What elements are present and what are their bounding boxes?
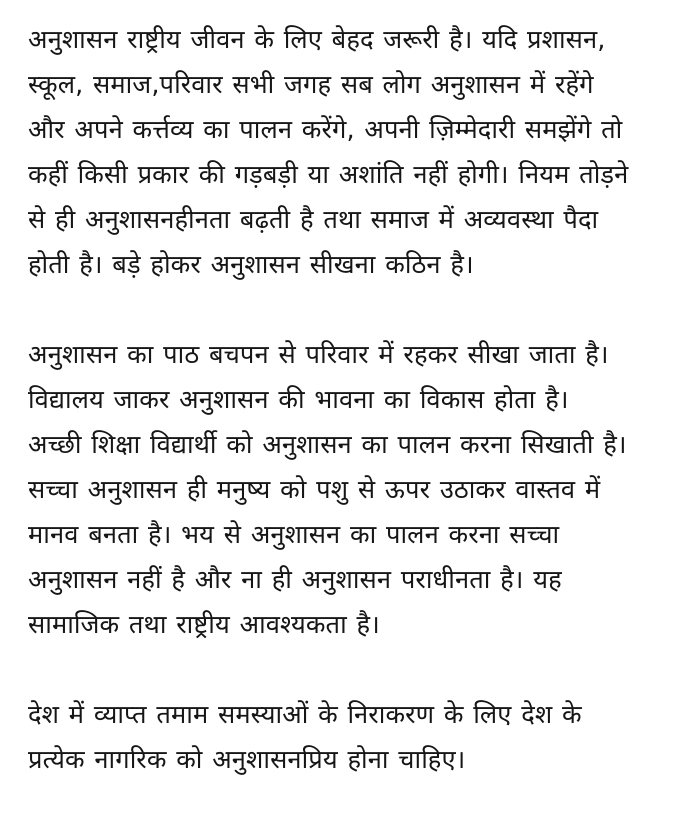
text-line: प्रत्येक नागरिक को अनुशासनप्रिय होना चाहिए। [28, 745, 466, 775]
text-line: अच्छी शिक्षा विद्यार्थी को अनुशासन का पालन करना सिखाती है। [28, 430, 627, 460]
text-line: से ही अनुशासनहीनता बढ़ती है तथा समाज में अव्यवस्था पैदा [28, 205, 599, 235]
text-line: सामाजिक तथा राष्ट्रीय आवश्यकता है। [28, 610, 380, 640]
paragraph-2 [28, 333, 650, 648]
text-line: अनुशासन नहीं है और ना ही अनुशासन पराधीनता है। यह [28, 565, 562, 595]
text-line: मानव बनता है। भय से अनुशासन का पालन करना सच्चा [28, 520, 560, 550]
text-line: होती है। बड़े होकर अनुशासन सीखना कठिन है। [28, 250, 474, 280]
paragraph-1 [28, 18, 650, 288]
text-line: विद्यालय जाकर अनुशासन की भावना का विकास होता है। [28, 385, 569, 415]
text-line: स्कूल, समाज,परिवार सभी जगह सब लोग अनुशासन में रहेंगे [28, 70, 594, 100]
essay-text-body [28, 18, 650, 783]
text-line: अनुशासन का पाठ बचपन से परिवार में रहकर सीखा जाता है। [28, 340, 609, 370]
text-line: कहीं किसी प्रकार की गड़बड़ी या अशांति नहीं होगी। नियम तोड़ने [28, 160, 629, 190]
text-line: देश में व्याप्त तमाम समस्याओं के निराकरण के लिए देश के [28, 700, 582, 730]
text-line: अनुशासन राष्ट्रीय जीवन के लिए बेहद जरूरी है। यदि प्रशासन, [28, 25, 606, 55]
paragraph-3 [28, 693, 650, 783]
text-line: और अपने कर्त्तव्य का पालन करेंगे, अपनी ज़िम्मेदारी समझेंगे तो [28, 115, 623, 145]
text-line: सच्चा अनुशासन ही मनुष्य को पशु से ऊपर उठाकर वास्तव में [28, 475, 601, 505]
